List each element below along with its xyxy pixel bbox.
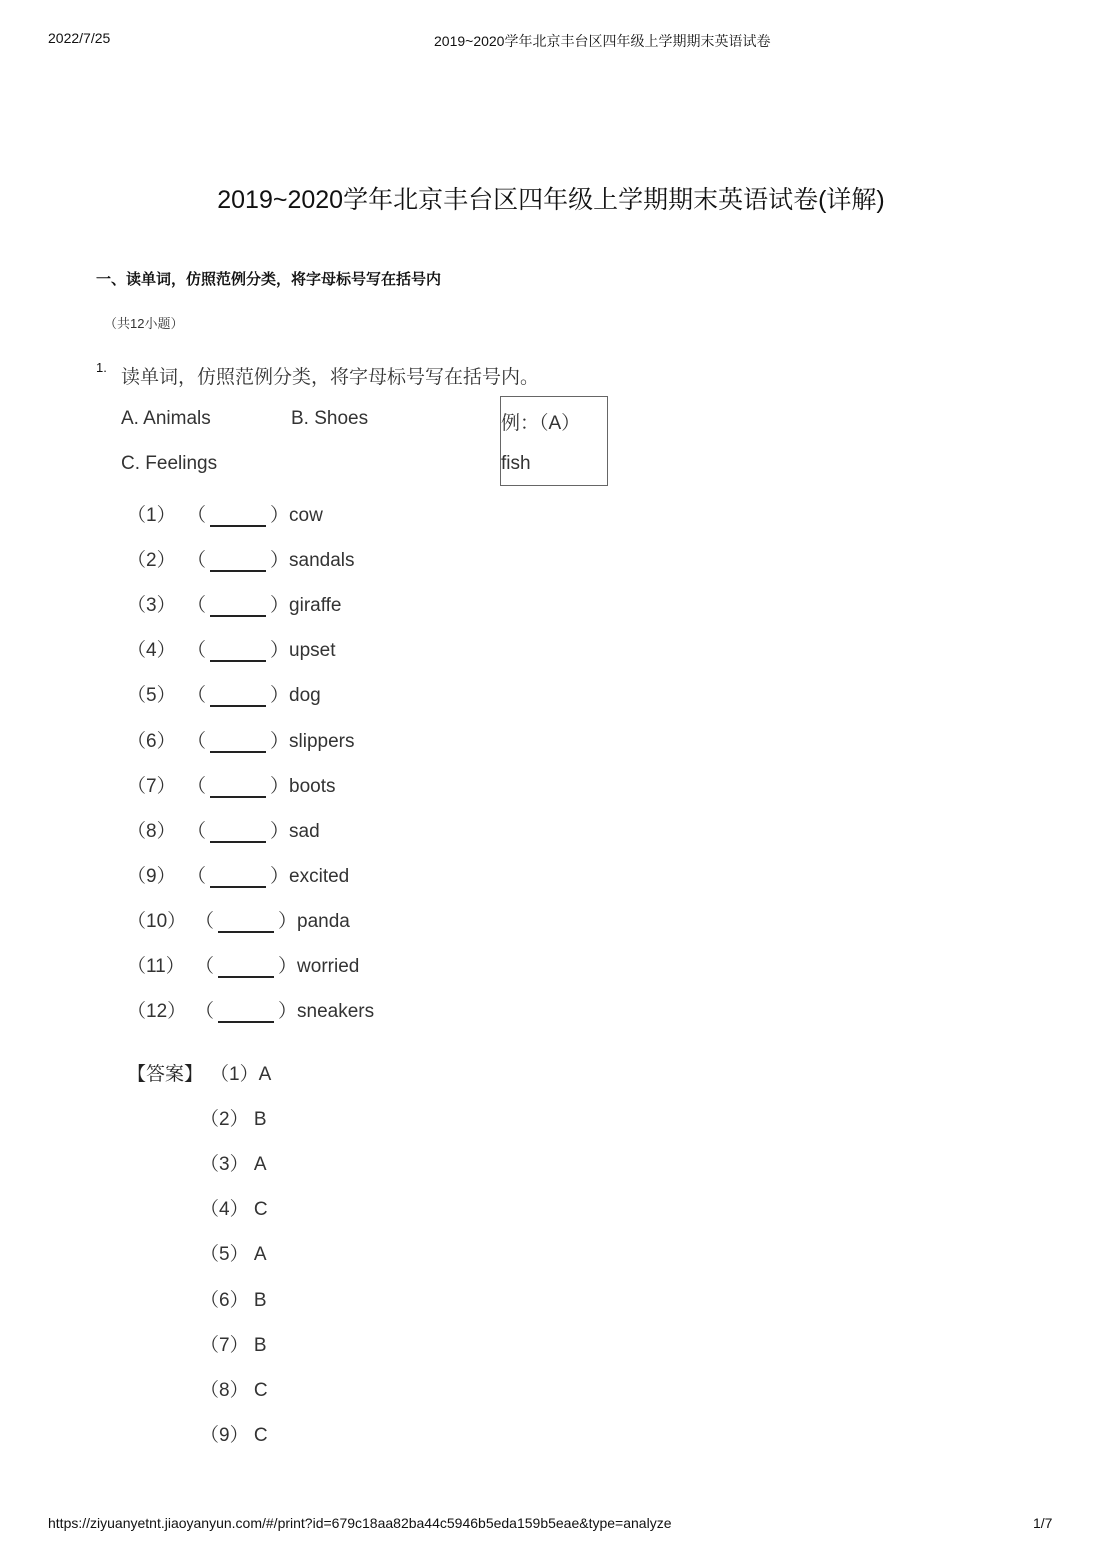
item-number: （2） xyxy=(127,550,176,571)
option-shoes: B. Shoes xyxy=(291,408,369,429)
item-number: （8） xyxy=(127,821,176,842)
item-word: boots xyxy=(289,776,336,797)
item-row xyxy=(127,906,350,935)
answer-blank[interactable] xyxy=(210,729,266,753)
option-animals: A. Animals xyxy=(121,408,211,429)
item-paren-close: ） xyxy=(270,640,290,661)
running-header-title: 2019~2020学年北京丰台区四年级上学期期末英语试卷 xyxy=(434,33,771,49)
item-word: sneakers xyxy=(297,1001,375,1022)
item-row xyxy=(127,590,342,619)
item-number: （3） xyxy=(127,595,176,616)
item-paren-close: ） xyxy=(270,776,290,797)
item-paren-close: ） xyxy=(278,911,298,932)
item-row xyxy=(127,726,355,755)
answer-blank[interactable] xyxy=(210,593,266,617)
item-row xyxy=(127,545,355,574)
item-paren-open: （ xyxy=(187,505,207,526)
item-paren-open: （ xyxy=(187,866,207,887)
item-word: dog xyxy=(289,685,321,706)
item-paren-open: （ xyxy=(187,776,207,797)
item-number: （7） xyxy=(127,776,176,797)
item-paren-close: ） xyxy=(270,685,290,706)
answer-blank[interactable] xyxy=(218,999,274,1023)
example-box xyxy=(500,396,608,486)
item-row xyxy=(127,861,349,890)
item-row xyxy=(127,771,336,800)
item-row xyxy=(127,816,320,845)
item-paren-close: ） xyxy=(278,1001,298,1022)
item-paren-close: ） xyxy=(270,866,290,887)
answer-item: （7） B xyxy=(200,1335,267,1356)
option-feelings: C. Feelings xyxy=(121,453,218,474)
answer-item: （4） C xyxy=(200,1199,268,1220)
section-heading: 一、读单词，仿照范例分类，将字母标号写在括号内 xyxy=(96,271,442,288)
item-paren-open: （ xyxy=(187,595,207,616)
item-word: slippers xyxy=(289,731,355,752)
example-answer: 例：（A） xyxy=(501,413,581,434)
answer-blank[interactable] xyxy=(210,683,266,707)
answer-item: （1）A xyxy=(210,1064,272,1085)
item-word: cow xyxy=(289,505,323,526)
item-paren-close: ） xyxy=(270,505,290,526)
item-paren-open: （ xyxy=(187,550,207,571)
answer-item: （9） C xyxy=(200,1425,268,1446)
item-paren-close: ） xyxy=(270,821,290,842)
item-number: （9） xyxy=(127,866,176,887)
item-paren-close: ） xyxy=(270,595,290,616)
answer-item: （5） A xyxy=(200,1244,267,1265)
answer-item: （6） B xyxy=(200,1290,267,1311)
item-word: giraffe xyxy=(289,595,342,616)
answer-blank[interactable] xyxy=(218,954,274,978)
answer-blank[interactable] xyxy=(210,638,266,662)
item-number: （12） xyxy=(127,1001,187,1022)
item-paren-open: （ xyxy=(187,821,207,842)
item-number: （5） xyxy=(127,685,176,706)
item-number: （10） xyxy=(127,911,187,932)
section-question-count: （共12小题） xyxy=(104,316,184,331)
answer-blank[interactable] xyxy=(210,548,266,572)
item-row xyxy=(127,996,374,1025)
document-title: 2019~2020学年北京丰台区四年级上学期期末英语试卷(详解) xyxy=(217,186,885,214)
item-paren-close: ） xyxy=(270,550,290,571)
item-number: （11） xyxy=(127,956,185,977)
answer-blank[interactable] xyxy=(218,909,274,933)
answer-blank[interactable] xyxy=(210,819,266,843)
item-word: excited xyxy=(289,866,350,887)
question-number: 1. xyxy=(96,360,107,375)
item-paren-open: （ xyxy=(187,640,207,661)
item-paren-open: （ xyxy=(195,1001,215,1022)
print-date: 2022/7/25 xyxy=(48,30,111,46)
item-row xyxy=(127,500,323,529)
item-row xyxy=(127,635,336,664)
item-word: sad xyxy=(289,821,320,842)
page-number: 1/7 xyxy=(1033,1515,1053,1531)
item-word: worried xyxy=(297,956,360,977)
item-word: panda xyxy=(297,911,350,932)
item-paren-close: ） xyxy=(278,956,298,977)
item-row xyxy=(127,951,359,980)
item-word: upset xyxy=(289,640,336,661)
item-word: sandals xyxy=(289,550,355,571)
example-word: fish xyxy=(501,453,531,474)
answer-label: 【答案】 xyxy=(127,1064,204,1085)
answer-blank[interactable] xyxy=(210,503,266,527)
item-number: （1） xyxy=(127,505,176,526)
item-number: （4） xyxy=(127,640,176,661)
answer-blank[interactable] xyxy=(210,774,266,798)
item-paren-open: （ xyxy=(187,731,207,752)
footer-url: https://ziyuanyetnt.jiaoyanyun.com/#/print?id=679c18aa82ba44c5946b5eda159b5eae&type=analyze xyxy=(48,1515,672,1531)
answer-item: （2） B xyxy=(200,1109,267,1130)
answer-item: （3） A xyxy=(200,1154,267,1175)
item-paren-close: ） xyxy=(270,731,290,752)
item-row xyxy=(127,680,321,709)
item-number: （6） xyxy=(127,731,176,752)
item-paren-open: （ xyxy=(187,685,207,706)
item-paren-open: （ xyxy=(195,911,215,932)
answer-blank[interactable] xyxy=(210,864,266,888)
answer-item: （8） C xyxy=(200,1380,268,1401)
item-paren-open: （ xyxy=(195,956,215,977)
question-text: 读单词，仿照范例分类，将字母标号写在括号内。 xyxy=(121,367,540,388)
